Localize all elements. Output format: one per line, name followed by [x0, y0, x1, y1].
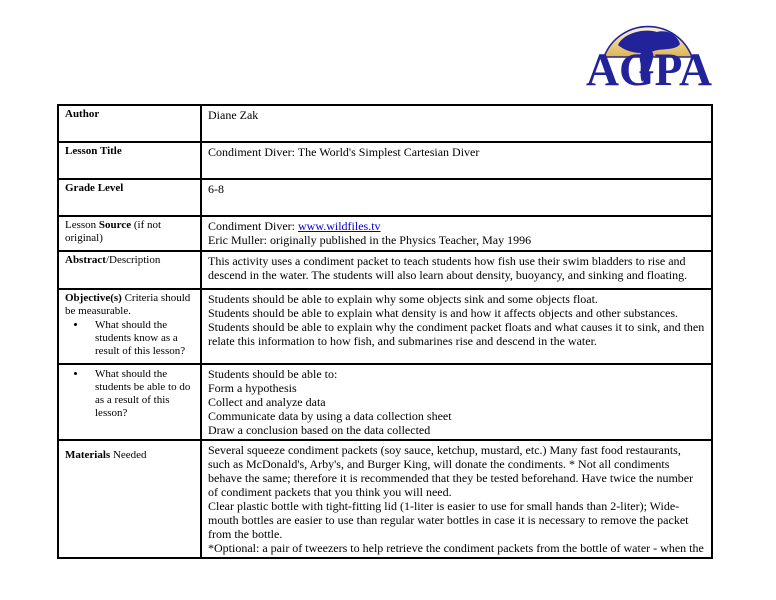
objective-line: Students should be able to explain what density is and how it affects objects and other substances.	[208, 306, 679, 320]
objective-line: Students should be able to explain why some objects sink and some objects float.	[208, 292, 598, 306]
logo-text: AGPA	[586, 44, 713, 92]
lesson-title-value: Condiment Diver: The World's Simplest Cartesian Diver	[208, 145, 480, 159]
author-label-cell	[58, 105, 201, 142]
row-grade-level	[58, 179, 712, 216]
materials-paragraph: Clear plastic bottle with tight-fitting lid (1-liter is easier to use for small hands than 2-liter); Wide-mouth bottles are easier to use than regular water bottles in case it is necessary to remove the packet from the bottle.	[208, 499, 689, 541]
objectives-do-bullet: • What should the students be able to do as a result of this lesson?	[87, 368, 194, 420]
objectives-do-value-cell	[201, 364, 712, 440]
objective-line: Students should be able to explain why the condiment packet floats and what causes it to sink, and then relate this information to how fish, and submarines rise and descend in the water.	[208, 320, 705, 348]
grade-level-label-cell	[58, 179, 201, 216]
abstract-label-cell	[58, 251, 201, 289]
lesson-title-label: Lesson Title	[65, 145, 122, 157]
lesson-source-line2: Eric Muller: originally published in the Physics Teacher, May 1996	[208, 233, 532, 247]
objectives-know-label-cell	[58, 289, 201, 364]
row-lesson-title	[58, 142, 712, 179]
author-value-cell	[201, 105, 712, 142]
row-author	[58, 105, 712, 142]
author-value: Diane Zak	[208, 108, 259, 122]
objectives-label-post: Criteria should be measurable.	[65, 292, 191, 317]
objectives-know-value-cell	[201, 289, 712, 364]
lesson-source-label-pre: Lesson	[65, 219, 99, 231]
row-abstract	[58, 251, 712, 289]
materials-paragraph: *Optional: a pair of tweezers to help retrieve the condiment packets from the bottle of water - when the	[208, 541, 704, 555]
objective-do-line: Collect and analyze data	[208, 395, 326, 409]
abstract-value: This activity uses a condiment packet to teach students how fish use their swim bladders to rise and descend in the water. The students will also learn about density, buoyancy, and sinking and floating.	[208, 254, 688, 282]
row-objectives-do	[58, 364, 712, 440]
row-materials	[58, 440, 712, 558]
row-objectives-know	[58, 289, 712, 364]
materials-label-bold: Materials	[65, 449, 111, 461]
row-lesson-source	[58, 216, 712, 251]
objective-do-line: Draw a conclusion based on the data collected	[208, 423, 431, 437]
materials-label-post: Needed	[110, 449, 147, 461]
objectives-label-bold: Objective(s)	[65, 292, 122, 304]
globe-icon	[584, 24, 714, 92]
objective-do-line: Form a hypothesis	[208, 381, 297, 395]
objectives-know-bullet: • What should the students know as a result of this lesson?	[87, 319, 194, 358]
abstract-label-bold: Abstract	[65, 254, 106, 266]
lesson-title-value-cell	[201, 142, 712, 179]
materials-label-cell	[58, 440, 201, 558]
author-label: Author	[65, 108, 100, 120]
abstract-label-post: /Description	[105, 254, 161, 266]
grade-level-value: 6-8	[208, 182, 224, 196]
grade-level-label: Grade Level	[65, 182, 124, 194]
lesson-source-label-bold: Source	[98, 219, 132, 231]
objectives-do-label-cell	[58, 364, 201, 440]
lesson-source-label-post: (if not original)	[65, 219, 162, 244]
objective-do-line: Students should be able to:	[208, 367, 338, 381]
wildfiles-link[interactable]: www.wildfiles.tv	[298, 219, 381, 233]
grade-level-value-cell	[201, 179, 712, 216]
lesson-source-line1: Condiment Diver:	[208, 219, 298, 233]
materials-paragraph: Several squeeze condiment packets (soy sauce, ketchup, mustard, etc.) Many fast food restaurants, such as McDonald's, Arby's, and Burger King, will donate the condiments. * Not all condiments behave the same; therefore it is recommended that they be tested beforehand. Have twice the number of condiment packets that you think you will need.	[208, 443, 694, 499]
lesson-source-value-cell	[201, 216, 712, 251]
objective-do-line: Communicate data by using a data collection sheet	[208, 409, 452, 423]
lesson-plan-table	[57, 104, 713, 559]
materials-value-cell	[201, 440, 712, 558]
abstract-value-cell	[201, 251, 712, 289]
agpa-logo	[584, 24, 714, 92]
lesson-title-label-cell	[58, 142, 201, 179]
lesson-source-label-cell	[58, 216, 201, 251]
